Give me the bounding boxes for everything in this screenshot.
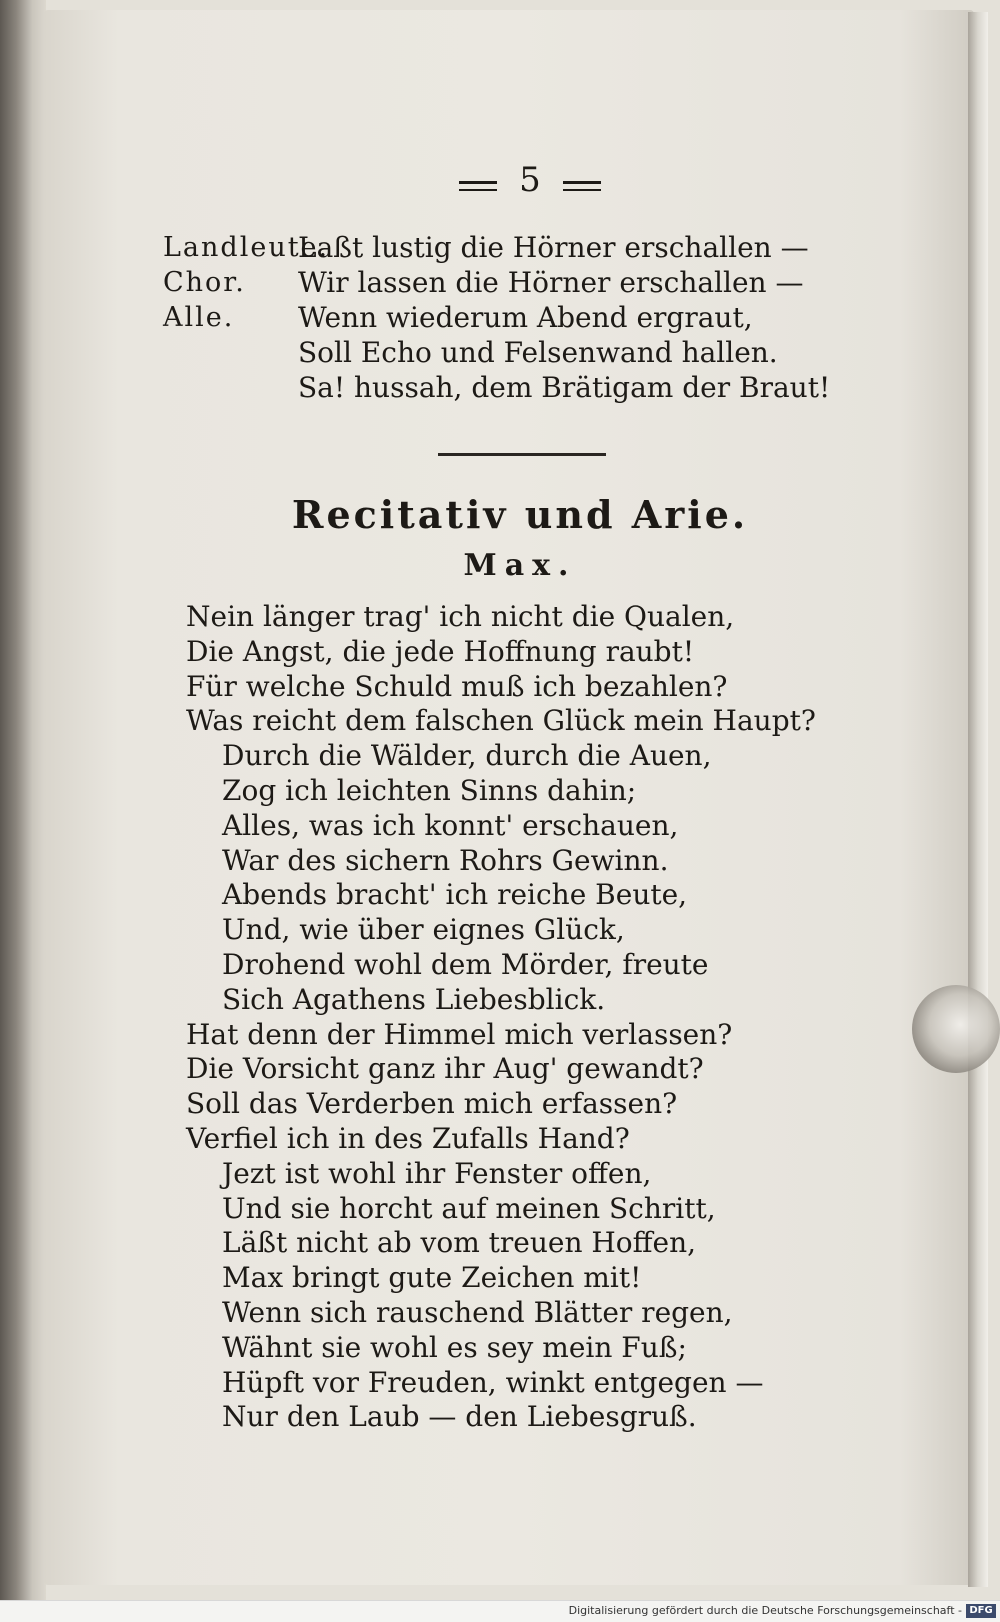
speaker-label: Landleute. bbox=[163, 232, 330, 263]
page-edge bbox=[968, 12, 988, 1587]
verse-line: Und, wie über eignes Glück, bbox=[222, 913, 625, 947]
verse-line: Sa! hussah, dem Brätigam der Braut! bbox=[298, 371, 831, 404]
verse-line: Sich Agathens Liebesblick. bbox=[222, 982, 606, 1016]
verse-line: Wenn wiederum Abend ergraut, bbox=[298, 301, 753, 334]
verse-line: Wähnt sie wohl es sey mein Fuß; bbox=[222, 1330, 687, 1364]
verse-line: Läßt nicht ab vom treuen Hoffen, bbox=[222, 1226, 697, 1260]
verse-line: Und sie horcht auf meinen Schritt, bbox=[222, 1191, 716, 1225]
aria-verse bbox=[186, 600, 816, 1435]
role-name: Max. bbox=[463, 548, 577, 583]
ornament-dash-left bbox=[459, 181, 497, 184]
verse-line: Verfiel ich in des Zufalls Hand? bbox=[186, 1121, 630, 1155]
verse-line: Nur den Laub — den Liebesgruß. bbox=[222, 1400, 697, 1434]
speaker-label: Chor. bbox=[163, 267, 246, 298]
section-heading: Recitativ und Arie. bbox=[291, 492, 749, 537]
verse-line: Wenn sich rauschend Blätter regen, bbox=[222, 1295, 733, 1329]
verse-line: Drohend wohl dem Mörder, freute bbox=[222, 947, 709, 981]
verse-line: Soll das Verderben mich erfassen? bbox=[186, 1087, 678, 1121]
verse-line: Jezt ist wohl ihr Fenster offen, bbox=[222, 1156, 652, 1190]
verse-line: Die Vorsicht ganz ihr Aug' gewandt? bbox=[186, 1052, 704, 1086]
verse-line: Hat denn der Himmel mich verlassen? bbox=[186, 1017, 733, 1051]
verse-line: Alles, was ich konnt' erschauen, bbox=[222, 808, 679, 842]
verse-line: War des sichern Rohrs Gewinn. bbox=[222, 843, 669, 877]
verse-line: Wir lassen die Hörner erschallen — bbox=[298, 266, 804, 299]
section-divider bbox=[438, 453, 606, 456]
chorus-verse bbox=[298, 230, 830, 405]
verse-line: Laßt lustig die Hörner erschallen — bbox=[298, 231, 809, 264]
verse-line: Für welche Schuld muß ich bezahlen? bbox=[186, 669, 728, 703]
footer-bar bbox=[0, 1600, 1000, 1622]
page-clip bbox=[912, 985, 1000, 1073]
ornament-dash-right bbox=[563, 181, 601, 184]
book-gutter bbox=[0, 0, 46, 1600]
verse-line: Soll Echo und Felsenwand hallen. bbox=[298, 336, 778, 369]
verse-line: Die Angst, die jede Hoffnung raubt! bbox=[186, 634, 695, 668]
verse-line: Durch die Wälder, durch die Auen, bbox=[222, 739, 712, 773]
page-number bbox=[430, 160, 630, 200]
verse-line: Zog ich leichten Sinns dahin; bbox=[222, 773, 637, 807]
footer-credit: Digitalisierung gefördert durch die Deutsche Forschungsgemeinschaft - bbox=[568, 1604, 962, 1617]
verse-line: Was reicht dem falschen Glück mein Haupt? bbox=[186, 704, 816, 738]
dfg-logo: DFG bbox=[966, 1604, 996, 1618]
speaker-label: Alle. bbox=[163, 302, 235, 333]
page-number-value: 5 bbox=[519, 160, 541, 200]
verse-line: Max bringt gute Zeichen mit! bbox=[222, 1261, 642, 1295]
verse-line: Nein länger trag' ich nicht die Qualen, bbox=[186, 600, 735, 633]
verse-line: Abends bracht' ich reiche Beute, bbox=[222, 878, 688, 912]
verse-line: Hüpft vor Freuden, winkt entgegen — bbox=[222, 1365, 764, 1399]
